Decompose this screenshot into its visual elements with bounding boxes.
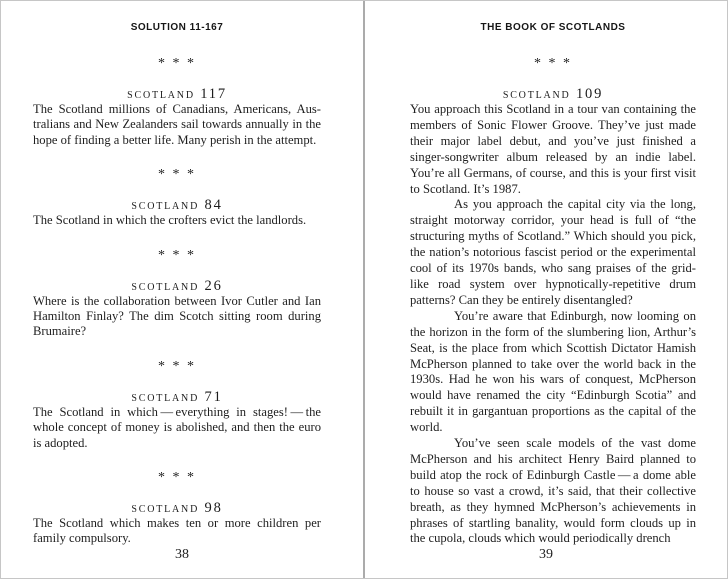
asterisk-separator: * * * [158,470,196,486]
page-number: 39 [539,547,553,562]
section-body: The Scotland which makes ten or more children per family compulsory. [33,516,321,546]
paragraph: As you approach the capital city via the long, straight motorway corridor, your head is full of “the structuring myths of Scotland.” Which should you pick, the nation’s notorious fascist period or the experimental cool of its 1970s bands, who sang praises of the grid-like road system over hypnotically-repetitive drum patterns? Can they be entirely disentangled? [410,197,696,307]
section-heading: scotland 117 [127,86,227,102]
asterisk-separator: * * * [534,56,572,71]
section [33,390,321,451]
section [33,198,321,228]
left-page [1,1,363,578]
section-heading: scotland 71 [131,388,223,405]
section-body: Where is the collaboration between Ivor Cutler and Ian Hamilton Finlay? The dim Scotch sitting room during Brumaire? [33,293,321,339]
section [410,87,696,547]
section-heading: scotland 84 [131,197,223,214]
section-body: The Scotland millions of Canadians, Americans, Australians and New Zealanders sail towards annually in the hope of finding a better life. Many perish in the attempt. [33,102,321,147]
section-heading: scotland 98 [131,500,223,517]
running-header: SOLUTION 11-167 [130,22,224,33]
running-header: THE BOOK OF SCOTLANDS [480,22,626,33]
section-heading: scotland 26 [131,277,223,294]
paragraph: You’ve seen scale models of the vast dome McPherson and his architect Henry Baird planned to build atop the rock of Edinburgh Castle — a dome able to house so vast a crowd, it’s said, that their collective breath, as they hymned McPherson’s achievements in phrases of startling banality, would form clouds up in the cupola, clouds which would periodically drench [410,436,696,546]
section [33,279,321,340]
section-heading: scotland 109 [502,86,604,102]
asterisk-separator: * * * [158,358,196,374]
asterisk-separator: * * * [158,167,196,183]
section [33,501,321,547]
section [33,87,321,148]
section-body: The Scotland in which the crofters evict the landlords. [33,213,307,228]
page-number: 38 [175,547,189,562]
asterisk-separator: * * * [158,56,196,71]
section-body: The Scotland in which — everything in stages! — the whole concept of money is abolished, and then the euro is adopted. [33,404,321,450]
paragraph: You approach this Scotland in a tour van containing the members of Sonic Flower Groove. They’ve just made their major label debut, and you’ve just finished a singer-songwriter album released by an indie label. You’re all Germans, of course, and this is your first visit to Scotland. It’s 1987. [410,102,696,196]
asterisk-separator: * * * [158,247,196,263]
paragraph: You’re aware that Edinburgh, now looming on the horizon in the form of the slumbering lion, Arthur’s Seat, is the place from which Scottish Dictator Hamish McPherson planned to take over the world back in the 1930s. Had he won his wars of conquest, McPherson would have renamed the city “Edinburgh Scotia” and rebuilt it in gargantuan proportions as the capital of the world. [410,308,696,435]
right-page [365,1,727,578]
